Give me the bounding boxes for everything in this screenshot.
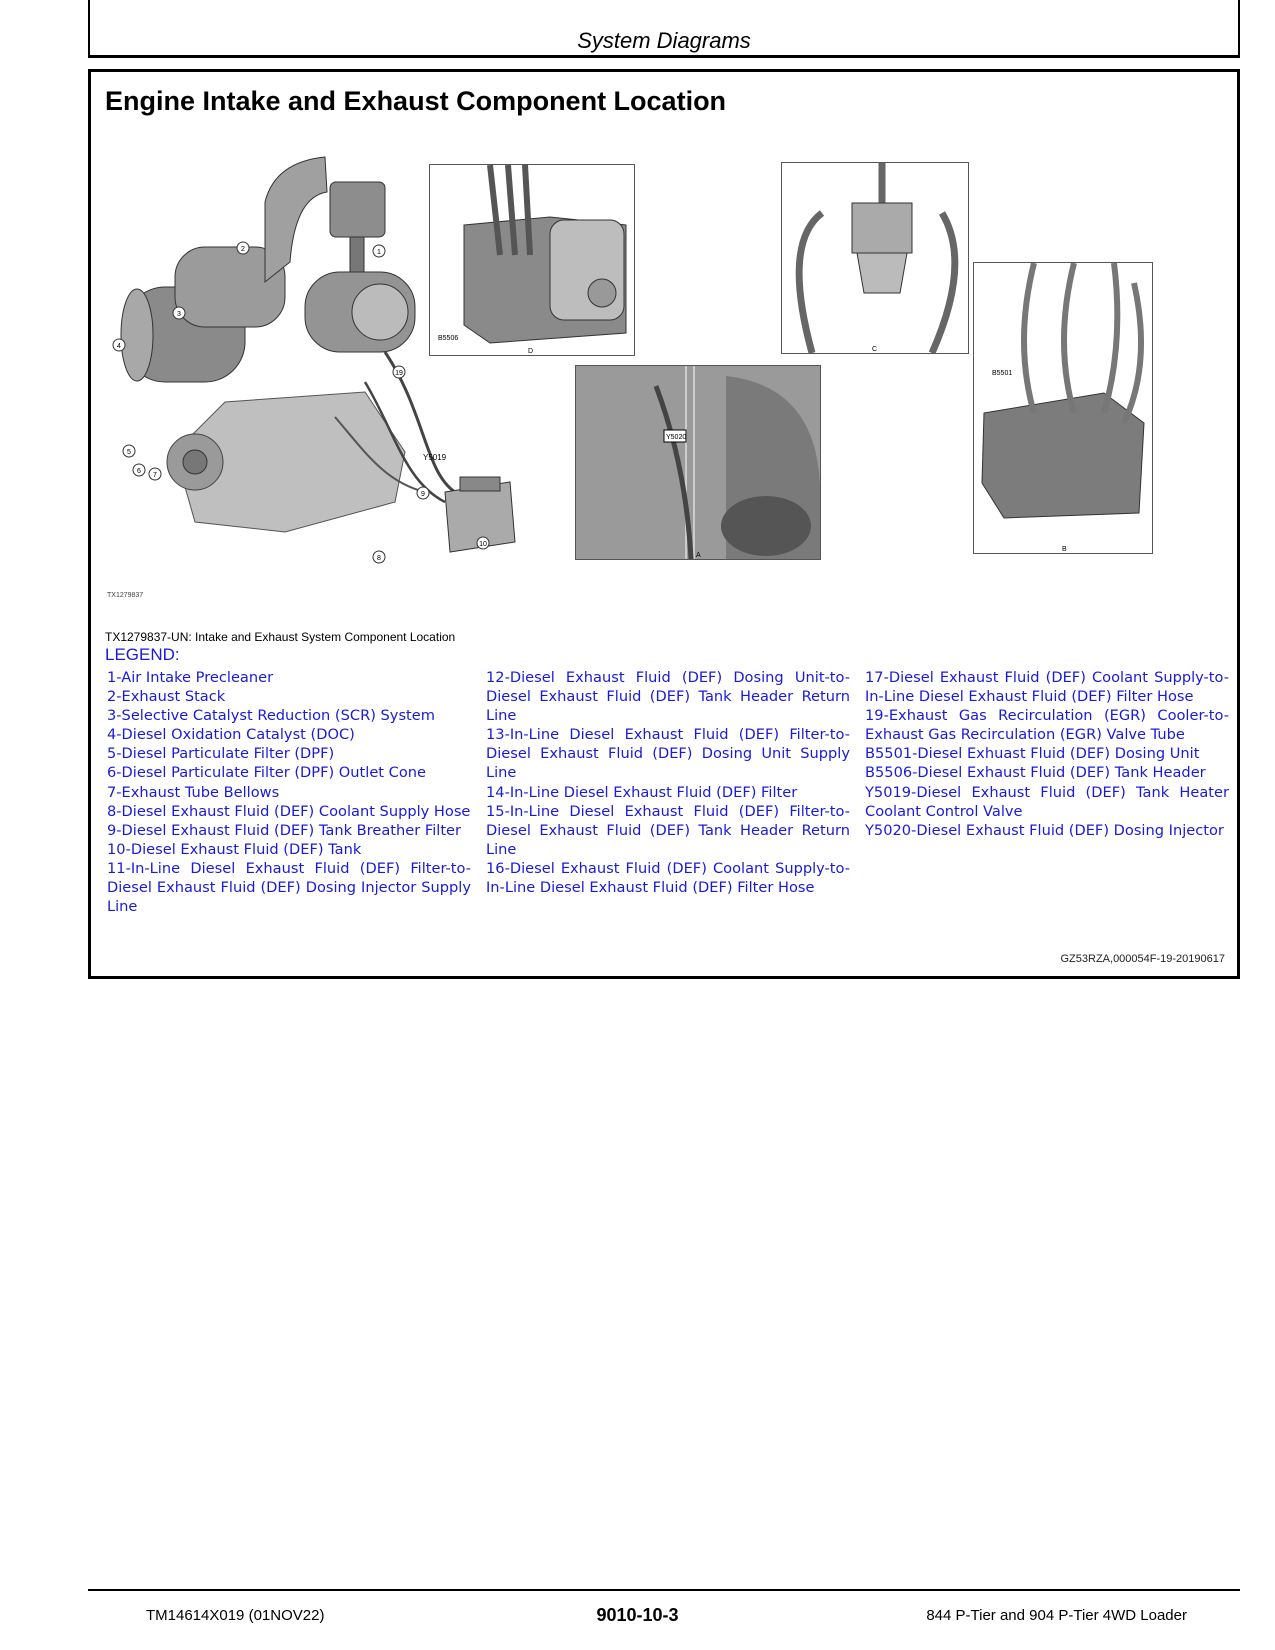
legend-item: 1-Air Intake Precleaner	[107, 669, 274, 686]
legend-item: 5-Diesel Particulate Filter (DPF)	[107, 745, 335, 763]
legend-item: Y5020-Diesel Exhaust Fluid (DEF) Dosing Injector	[865, 821, 1224, 839]
legend-item: 13-In-Line Diesel Exhaust Fluid (DEF) Filter-to-Diesel Exhaust Fluid (DEF) Dosing Unit Supply Line	[486, 726, 850, 782]
legend-item: 10-Diesel Exhaust Fluid (DEF) Tank	[107, 840, 362, 858]
legend-item: 19-Exhaust Gas Recirculation (EGR) Cooler-to-Exhaust Gas Recirculation (EGR) Valve Tube	[865, 707, 1229, 744]
legend-item: 16-Diesel Exhaust Fluid (DEF) Coolant Supply-to-In-Line Diesel Exhaust Fluid (DEF) Filter Hose	[486, 859, 850, 897]
svg-text:6: 6	[137, 468, 141, 475]
legend-item: Y5019-Diesel Exhaust Fluid (DEF) Tank Heater Coolant Control Valve	[865, 783, 1229, 820]
label-y5020: Y5020	[666, 434, 687, 441]
svg-text:9: 9	[421, 491, 425, 498]
svg-text:7: 7	[153, 472, 157, 479]
detail-view-b	[973, 262, 1153, 554]
legend-item: 9-Diesel Exhaust Fluid (DEF) Tank Breather Filter	[107, 821, 462, 839]
detail-view-c	[781, 162, 969, 354]
legend-heading: LEGEND:	[105, 645, 180, 664]
page-header	[88, 0, 1240, 58]
footer-manual-id: TM14614X019 (01NOV22)	[146, 1607, 325, 1624]
footer-machine: 844 P-Tier and 904 P-Tier 4WD Loader	[926, 1607, 1187, 1624]
svg-text:3: 3	[177, 311, 181, 318]
content-box	[88, 69, 1240, 979]
legend-column-3	[865, 668, 1229, 840]
svg-text:8: 8	[377, 555, 381, 562]
legend-item: 3-Selective Catalyst Reduction (SCR) System	[107, 707, 435, 725]
legend-item: 6-Diesel Particulate Filter (DPF) Outlet Cone	[107, 764, 427, 782]
svg-text:D: D	[528, 348, 534, 355]
figure-caption: TX1279837-UN: Intake and Exhaust System Component Location	[105, 630, 456, 644]
svg-text:C: C	[872, 346, 878, 353]
svg-text:10: 10	[479, 541, 487, 548]
svg-text:4: 4	[117, 343, 121, 350]
label-y5019: Y5019	[423, 453, 447, 462]
legend-column-1	[107, 668, 471, 916]
legend-item: 14-In-Line Diesel Exhaust Fluid (DEF) Filter	[486, 783, 798, 801]
legend-item: 2-Exhaust Stack	[107, 688, 226, 706]
svg-text:A: A	[696, 552, 701, 559]
legend-item: 17-Diesel Exhaust Fluid (DEF) Coolant Supply-to-In-Line Diesel Exhaust Fluid (DEF) Filter Hose	[865, 669, 1229, 706]
legend-column-2	[486, 668, 850, 897]
legend-item: 15-In-Line Diesel Exhaust Fluid (DEF) Filter-to-Diesel Exhaust Fluid (DEF) Tank Header Return Line	[486, 802, 850, 858]
legend-item: B5506-Diesel Exhaust Fluid (DEF) Tank Header	[865, 764, 1206, 782]
detail-view-a	[575, 365, 821, 560]
document-reference: GZ53RZA,000054F-19-20190617	[1060, 953, 1225, 965]
label-b5501: B5501	[992, 370, 1013, 377]
legend-item: 7-Exhaust Tube Bellows	[107, 783, 280, 801]
svg-text:19: 19	[395, 370, 403, 377]
footer-page-number: 9010-10-3	[596, 1605, 679, 1625]
legend-item: 11-In-Line Diesel Exhaust Fluid (DEF) Filter-to-Diesel Exhaust Fluid (DEF) Dosing Injector Supply Line	[107, 859, 471, 916]
svg-text:B: B	[1062, 546, 1067, 553]
svg-text:1: 1	[377, 249, 381, 256]
legend-item: 12-Diesel Exhaust Fluid (DEF) Dosing Unit-to-Diesel Exhaust Fluid (DEF) Tank Header Return Line	[486, 669, 850, 725]
legend-item: 4-Diesel Oxidation Catalyst (DOC)	[107, 726, 355, 744]
footer-rule	[88, 1589, 1240, 1591]
legend-item: 8-Diesel Exhaust Fluid (DEF) Coolant Supply Hose	[107, 802, 471, 820]
svg-text:2: 2	[241, 246, 245, 253]
svg-text:5: 5	[127, 449, 131, 456]
figure-code: TX1279837	[107, 592, 144, 599]
page-title: Engine Intake and Exhaust Component Location	[105, 86, 727, 116]
legend-item: B5501-Diesel Exhuast Fluid (DEF) Dosing Unit	[865, 745, 1200, 763]
detail-view-d	[429, 164, 635, 356]
label-b5506: B5506	[438, 335, 459, 342]
section-title: System Diagrams	[577, 28, 751, 53]
